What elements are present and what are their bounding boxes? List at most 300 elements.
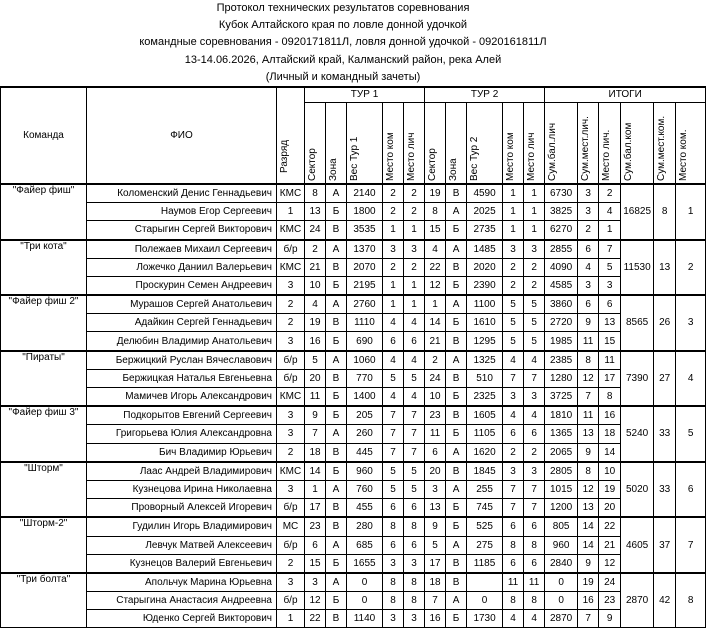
cell-fio: Коломенский Денис Геннадьевич xyxy=(87,184,277,203)
cell-place-team-1: 4 xyxy=(383,388,404,407)
cell-sum-place-ind: 9 xyxy=(578,554,599,573)
cell-zone-2: А xyxy=(446,351,467,370)
cell-place-ind-2: 5 xyxy=(524,295,545,314)
cell-weight-2: 1845 xyxy=(467,462,503,481)
cell-weight-1: 2070 xyxy=(347,258,383,276)
table-row xyxy=(1,573,706,592)
cell-place-team-1: 1 xyxy=(383,276,404,295)
table-row xyxy=(1,276,706,295)
cell-sum-place-team: 42 xyxy=(654,573,676,628)
cell-sector-1: 20 xyxy=(305,369,326,387)
cell-weight-1: 960 xyxy=(347,462,383,481)
cell-fio: Левчук Матвей Алексеевич xyxy=(87,536,277,554)
header-codes: командные соревнования - 0920171811Л, ловля донной удочкой - 0920161811Л xyxy=(139,36,547,49)
cell-sum-place-team: 27 xyxy=(654,351,676,407)
cell-weight-1: 1060 xyxy=(347,351,383,370)
team-name: "Три болта" xyxy=(1,573,87,628)
cell-zone-1: В xyxy=(326,517,347,536)
cell-place-team-total: 3 xyxy=(676,295,706,351)
cell-zone-1: В xyxy=(326,610,347,628)
cell-place-team-2: 7 xyxy=(503,369,524,387)
cell-sector-2: 5 xyxy=(425,536,446,554)
cell-weight-2: 2390 xyxy=(467,276,503,295)
col-tour2: ТУР 2 xyxy=(425,87,545,103)
cell-rank: 2 xyxy=(277,295,305,314)
cell-weight-2: 1605 xyxy=(467,406,503,425)
cell-sum-place-ind: 19 xyxy=(578,573,599,592)
cell-place-team-2: 4 xyxy=(503,610,524,628)
cell-place-team-total: 6 xyxy=(676,462,706,518)
col-team: Команда xyxy=(1,87,87,184)
cell-place-ind-total: 18 xyxy=(599,425,621,443)
cell-place-team-2: 3 xyxy=(503,240,524,259)
cell-place-ind-1: 5 xyxy=(404,369,425,387)
cell-weight-2: 1485 xyxy=(467,240,503,259)
cell-rank: 2 xyxy=(277,443,305,462)
cell-place-team-1: 8 xyxy=(383,573,404,592)
cell-place-team-total: 2 xyxy=(676,240,706,296)
cell-place-ind-total: 24 xyxy=(599,573,621,592)
cell-place-ind-total: 10 xyxy=(599,462,621,481)
cell-place-ind-2: 4 xyxy=(524,406,545,425)
cell-sum-place-ind: 7 xyxy=(578,610,599,628)
cell-rank: б/р xyxy=(277,351,305,370)
table-row xyxy=(1,203,706,221)
cell-place-team-1: 3 xyxy=(383,554,404,573)
team-name: "Три кота" xyxy=(1,240,87,296)
cell-sum-place-ind: 16 xyxy=(578,592,599,610)
cell-place-ind-total: 21 xyxy=(599,536,621,554)
cell-zone-2: А xyxy=(446,443,467,462)
cell-place-team-1: 1 xyxy=(383,221,404,240)
cell-zone-1: Б xyxy=(326,276,347,295)
cell-weight-1: 690 xyxy=(347,332,383,351)
cell-sector-2: 10 xyxy=(425,388,446,407)
col-zone-1: Зона xyxy=(326,102,347,184)
cell-sum-place-ind: 3 xyxy=(578,203,599,221)
cell-fio: Кузнецов Валерий Евгеньевич xyxy=(87,554,277,573)
table-row xyxy=(1,314,706,332)
cell-sum-score-team: 5240 xyxy=(621,406,654,462)
cell-sum-score-ind: 1200 xyxy=(545,499,578,518)
cell-rank: б/р xyxy=(277,592,305,610)
table-row xyxy=(1,258,706,276)
cell-rank: 2 xyxy=(277,314,305,332)
cell-sector-1: 17 xyxy=(305,499,326,518)
cell-rank: 3 xyxy=(277,480,305,498)
cell-sum-place-team: 13 xyxy=(654,240,676,296)
cell-place-team-1: 8 xyxy=(383,592,404,610)
cell-weight-1: 1370 xyxy=(347,240,383,259)
cell-place-ind-1: 8 xyxy=(404,573,425,592)
cell-place-ind-1: 8 xyxy=(404,592,425,610)
col-sector-1: Сектор xyxy=(305,102,326,184)
cell-place-ind-1: 3 xyxy=(404,240,425,259)
cell-sector-2: 21 xyxy=(425,332,446,351)
cell-sum-score-ind: 2840 xyxy=(545,554,578,573)
cell-place-team-1: 7 xyxy=(383,425,404,443)
cell-zone-2: Б xyxy=(446,425,467,443)
cell-weight-1: 1800 xyxy=(347,203,383,221)
cell-sector-2: 23 xyxy=(425,406,446,425)
cell-zone-2: А xyxy=(446,203,467,221)
cell-sum-score-ind: 805 xyxy=(545,517,578,536)
cell-zone-1: А xyxy=(326,480,347,498)
cell-place-ind-1: 5 xyxy=(404,462,425,481)
cell-sector-1: 4 xyxy=(305,295,326,314)
table-row xyxy=(1,592,706,610)
cell-sum-score-team: 5020 xyxy=(621,462,654,518)
cell-fio: Апольчук Марина Юрьевна xyxy=(87,573,277,592)
cell-zone-1: В xyxy=(326,221,347,240)
cell-sector-2: 18 xyxy=(425,573,446,592)
col-place-team-total: Место ком. xyxy=(676,102,706,184)
cell-place-ind-2: 1 xyxy=(524,203,545,221)
cell-place-ind-total: 14 xyxy=(599,443,621,462)
cell-place-ind-2: 7 xyxy=(524,499,545,518)
cell-place-ind-total: 6 xyxy=(599,295,621,314)
cell-place-team-2: 4 xyxy=(503,351,524,370)
cell-sum-score-ind: 2720 xyxy=(545,314,578,332)
cell-place-ind-total: 20 xyxy=(599,499,621,518)
col-sum-score-ind: Сум.бал.лич xyxy=(545,102,578,184)
cell-place-team-1: 4 xyxy=(383,351,404,370)
cell-zone-2: А xyxy=(446,592,467,610)
cell-weight-2: 745 xyxy=(467,499,503,518)
cell-zone-1: А xyxy=(326,240,347,259)
cell-weight-1: 1110 xyxy=(347,314,383,332)
cell-place-team-2: 8 xyxy=(503,592,524,610)
cell-sector-2: 19 xyxy=(425,184,446,203)
cell-place-team-1: 5 xyxy=(383,462,404,481)
cell-rank: КМС xyxy=(277,258,305,276)
cell-place-ind-1: 7 xyxy=(404,443,425,462)
cell-weight-2: 510 xyxy=(467,369,503,387)
cell-sector-1: 24 xyxy=(305,221,326,240)
team-name: "Шторм-2" xyxy=(1,517,87,573)
cell-place-ind-2: 6 xyxy=(524,554,545,573)
cell-zone-2: В xyxy=(446,184,467,203)
cell-sector-1: 14 xyxy=(305,462,326,481)
cell-weight-1: 1655 xyxy=(347,554,383,573)
cell-zone-1: А xyxy=(326,351,347,370)
cell-zone-2: В xyxy=(446,462,467,481)
cell-place-ind-2: 1 xyxy=(524,221,545,240)
cell-fio: Бержицкая Наталья Евгеньевна xyxy=(87,369,277,387)
cell-sum-place-ind: 14 xyxy=(578,517,599,536)
cell-sector-1: 23 xyxy=(305,517,326,536)
cell-place-ind-1: 2 xyxy=(404,258,425,276)
cell-sector-1: 16 xyxy=(305,332,326,351)
cell-zone-1: А xyxy=(326,425,347,443)
cell-sum-place-ind: 2 xyxy=(578,221,599,240)
cell-fio: Полежаев Михаил Сергеевич xyxy=(87,240,277,259)
table-row xyxy=(1,443,706,462)
cell-rank: КМС xyxy=(277,184,305,203)
cell-weight-2: 2325 xyxy=(467,388,503,407)
cell-place-team-1: 6 xyxy=(383,536,404,554)
cell-zone-1: Б xyxy=(326,462,347,481)
cell-place-ind-total: 23 xyxy=(599,592,621,610)
cell-sum-place-ind: 11 xyxy=(578,406,599,425)
cell-place-ind-total: 19 xyxy=(599,480,621,498)
cell-zone-1: Б xyxy=(326,203,347,221)
cell-rank: 2 xyxy=(277,554,305,573)
cell-place-ind-2: 4 xyxy=(524,610,545,628)
cell-rank: МС xyxy=(277,517,305,536)
cell-rank: 1 xyxy=(277,203,305,221)
cell-weight-2: 1620 xyxy=(467,443,503,462)
cell-rank: 3 xyxy=(277,332,305,351)
cell-fio: Старыгина Анастасия Андреевна xyxy=(87,592,277,610)
cell-place-ind-total: 3 xyxy=(599,276,621,295)
cell-zone-1: В xyxy=(326,369,347,387)
cell-sum-score-team: 2870 xyxy=(621,573,654,628)
cell-place-team-2: 2 xyxy=(503,276,524,295)
cell-place-ind-1: 6 xyxy=(404,499,425,518)
cell-place-ind-2: 11 xyxy=(524,573,545,592)
cell-place-team-1: 1 xyxy=(383,295,404,314)
cell-fio: Проскурин Семен Андреевич xyxy=(87,276,277,295)
cell-place-ind-total: 11 xyxy=(599,351,621,370)
cell-fio: Делюбин Владимир Анатольевич xyxy=(87,332,277,351)
cell-sector-2: 13 xyxy=(425,499,446,518)
cell-place-ind-1: 7 xyxy=(404,425,425,443)
cell-place-ind-total: 13 xyxy=(599,314,621,332)
cell-place-ind-2: 8 xyxy=(524,592,545,610)
cell-rank: 3 xyxy=(277,406,305,425)
cell-sector-2: 15 xyxy=(425,221,446,240)
cell-rank: 1 xyxy=(277,610,305,628)
cell-sector-1: 19 xyxy=(305,314,326,332)
cell-place-ind-2: 6 xyxy=(524,425,545,443)
cell-place-ind-total: 17 xyxy=(599,369,621,387)
cell-sector-2: 11 xyxy=(425,425,446,443)
cell-sector-1: 7 xyxy=(305,425,326,443)
cell-place-ind-1: 4 xyxy=(404,351,425,370)
cell-sum-score-team: 16825 xyxy=(621,184,654,240)
cell-fio: Ложечко Даниил Валерьевич xyxy=(87,258,277,276)
cell-weight-1: 0 xyxy=(347,592,383,610)
cell-weight-2: 1185 xyxy=(467,554,503,573)
cell-place-ind-total: 4 xyxy=(599,203,621,221)
cell-fio: Григорьева Юлия Александровна xyxy=(87,425,277,443)
cell-weight-2: 2735 xyxy=(467,221,503,240)
cell-place-team-1: 5 xyxy=(383,480,404,498)
cell-place-ind-2: 5 xyxy=(524,314,545,332)
cell-weight-2: 1100 xyxy=(467,295,503,314)
cell-sum-place-ind: 3 xyxy=(578,276,599,295)
cell-rank: КМС xyxy=(277,388,305,407)
cell-zone-2: А xyxy=(446,295,467,314)
cell-sector-1: 3 xyxy=(305,573,326,592)
cell-sum-place-ind: 6 xyxy=(578,295,599,314)
cell-sector-1: 8 xyxy=(305,184,326,203)
cell-weight-2 xyxy=(467,573,503,592)
cell-fio: Кузнецова Ирина Николаевна xyxy=(87,480,277,498)
team-name: "Шторм" xyxy=(1,462,87,518)
cell-zone-1: Б xyxy=(326,592,347,610)
cell-weight-1: 760 xyxy=(347,480,383,498)
cell-rank: б/р xyxy=(277,240,305,259)
cell-place-ind-total: 22 xyxy=(599,517,621,536)
cell-place-ind-1: 6 xyxy=(404,332,425,351)
cell-place-team-1: 7 xyxy=(383,443,404,462)
cell-sum-place-ind: 9 xyxy=(578,314,599,332)
cell-zone-1: Б xyxy=(326,388,347,407)
cell-place-ind-1: 3 xyxy=(404,554,425,573)
cell-zone-2: А xyxy=(446,240,467,259)
cell-rank: 3 xyxy=(277,425,305,443)
cell-place-team-total: 8 xyxy=(676,573,706,628)
cell-weight-1: 280 xyxy=(347,517,383,536)
table-row xyxy=(1,295,706,314)
cell-sum-score-ind: 2805 xyxy=(545,462,578,481)
cell-sum-place-ind: 8 xyxy=(578,351,599,370)
cell-sector-2: 12 xyxy=(425,276,446,295)
cell-sector-2: 22 xyxy=(425,258,446,276)
cell-place-ind-2: 2 xyxy=(524,443,545,462)
cell-sector-1: 21 xyxy=(305,258,326,276)
table-row xyxy=(1,536,706,554)
cell-zone-2: Б xyxy=(446,517,467,536)
cell-fio: Старыгин Сергей Викторович xyxy=(87,221,277,240)
cell-sum-place-ind: 11 xyxy=(578,332,599,351)
cell-weight-2: 525 xyxy=(467,517,503,536)
cell-place-ind-total: 12 xyxy=(599,554,621,573)
cell-place-team-2: 5 xyxy=(503,332,524,351)
table-row xyxy=(1,369,706,387)
col-weight-2: Вес Тур 2 xyxy=(467,102,503,184)
cell-place-team-1: 7 xyxy=(383,406,404,425)
cell-sector-1: 13 xyxy=(305,203,326,221)
cell-place-team-1: 3 xyxy=(383,240,404,259)
col-totals: ИТОГИ xyxy=(545,87,706,103)
team-name: "Файер фиш 2" xyxy=(1,295,87,351)
cell-rank: б/р xyxy=(277,499,305,518)
header-scoring: (Личный и командный зачеты) xyxy=(265,70,421,83)
cell-sector-2: 9 xyxy=(425,517,446,536)
table-row xyxy=(1,184,706,203)
cell-place-ind-1: 1 xyxy=(404,295,425,314)
table-row xyxy=(1,554,706,573)
col-sector-2: Сектор xyxy=(425,102,446,184)
col-sum-place-team: Сум.мест.ком. xyxy=(654,102,676,184)
cell-sum-score-ind: 2870 xyxy=(545,610,578,628)
cell-place-ind-total: 8 xyxy=(599,388,621,407)
col-weight-1: Вес Тур 1 xyxy=(347,102,383,184)
cell-zone-2: А xyxy=(446,536,467,554)
cell-sum-place-ind: 13 xyxy=(578,425,599,443)
cell-sector-2: 14 xyxy=(425,314,446,332)
cell-place-team-2: 6 xyxy=(503,517,524,536)
cell-zone-2: В xyxy=(446,573,467,592)
cell-place-team-1: 5 xyxy=(383,369,404,387)
cell-weight-1: 455 xyxy=(347,499,383,518)
cell-weight-2: 1295 xyxy=(467,332,503,351)
cell-rank: б/р xyxy=(277,536,305,554)
cell-zone-1: А xyxy=(326,536,347,554)
cell-place-team-2: 5 xyxy=(503,295,524,314)
cell-place-ind-2: 3 xyxy=(524,240,545,259)
cell-sum-score-ind: 6270 xyxy=(545,221,578,240)
cell-weight-1: 2195 xyxy=(347,276,383,295)
table-row xyxy=(1,425,706,443)
cell-place-ind-1: 1 xyxy=(404,221,425,240)
cell-sector-1: 10 xyxy=(305,276,326,295)
cell-place-ind-1: 7 xyxy=(404,406,425,425)
cell-place-ind-1: 8 xyxy=(404,517,425,536)
cell-sector-1: 9 xyxy=(305,406,326,425)
cell-place-team-2: 7 xyxy=(503,499,524,518)
col-place-team-2: Место ком xyxy=(503,102,524,184)
cell-sector-1: 15 xyxy=(305,554,326,573)
cell-place-team-1: 2 xyxy=(383,258,404,276)
cell-place-team-2: 11 xyxy=(503,573,524,592)
cell-place-ind-2: 6 xyxy=(524,517,545,536)
col-fio: ФИО xyxy=(87,87,277,184)
cell-zone-1: Б xyxy=(326,332,347,351)
cell-place-ind-total: 7 xyxy=(599,240,621,259)
cell-sum-place-team: 8 xyxy=(654,184,676,240)
table-row xyxy=(1,610,706,628)
cell-zone-1: Б xyxy=(326,554,347,573)
cell-place-ind-1: 3 xyxy=(404,610,425,628)
cell-place-ind-1: 4 xyxy=(404,314,425,332)
table-row xyxy=(1,240,706,259)
cell-place-team-2: 1 xyxy=(503,203,524,221)
cell-place-ind-total: 16 xyxy=(599,406,621,425)
cell-sector-1: 11 xyxy=(305,388,326,407)
cell-place-ind-2: 7 xyxy=(524,480,545,498)
cell-place-ind-2: 3 xyxy=(524,462,545,481)
cell-zone-2: Б xyxy=(446,388,467,407)
col-place-ind-total: Место лич. xyxy=(599,102,621,184)
cell-sum-score-ind: 4585 xyxy=(545,276,578,295)
cell-place-team-1: 4 xyxy=(383,314,404,332)
cell-place-ind-2: 2 xyxy=(524,258,545,276)
col-place-ind-1: Место лич xyxy=(404,102,425,184)
cell-sum-score-ind: 4090 xyxy=(545,258,578,276)
cell-fio: Подкорытов Евгений Сергеевич xyxy=(87,406,277,425)
header-title: Протокол технических результатов соревнования xyxy=(216,2,470,14)
cell-sector-2: 6 xyxy=(425,443,446,462)
cell-zone-2: Б xyxy=(446,221,467,240)
cell-place-ind-1: 2 xyxy=(404,184,425,203)
cell-place-team-2: 4 xyxy=(503,406,524,425)
cell-sum-score-ind: 3725 xyxy=(545,388,578,407)
cell-zone-2: А xyxy=(446,480,467,498)
cell-weight-2: 0 xyxy=(467,592,503,610)
cell-sum-place-team: 33 xyxy=(654,406,676,462)
table-row xyxy=(1,221,706,240)
cell-place-team-2: 8 xyxy=(503,536,524,554)
cell-sector-1: 2 xyxy=(305,240,326,259)
cell-sum-score-ind: 1810 xyxy=(545,406,578,425)
cell-sector-2: 8 xyxy=(425,203,446,221)
header-cup: Кубок Алтайского края по ловле донной удочкой xyxy=(218,19,468,32)
cell-sum-place-ind: 6 xyxy=(578,240,599,259)
cell-place-ind-2: 4 xyxy=(524,351,545,370)
cell-sum-score-team: 11530 xyxy=(621,240,654,296)
cell-place-ind-1: 6 xyxy=(404,536,425,554)
cell-zone-2: Б xyxy=(446,276,467,295)
cell-zone-2: Б xyxy=(446,314,467,332)
cell-place-team-1: 6 xyxy=(383,499,404,518)
cell-sum-score-ind: 0 xyxy=(545,573,578,592)
cell-rank: 3 xyxy=(277,276,305,295)
cell-place-team-2: 1 xyxy=(503,221,524,240)
